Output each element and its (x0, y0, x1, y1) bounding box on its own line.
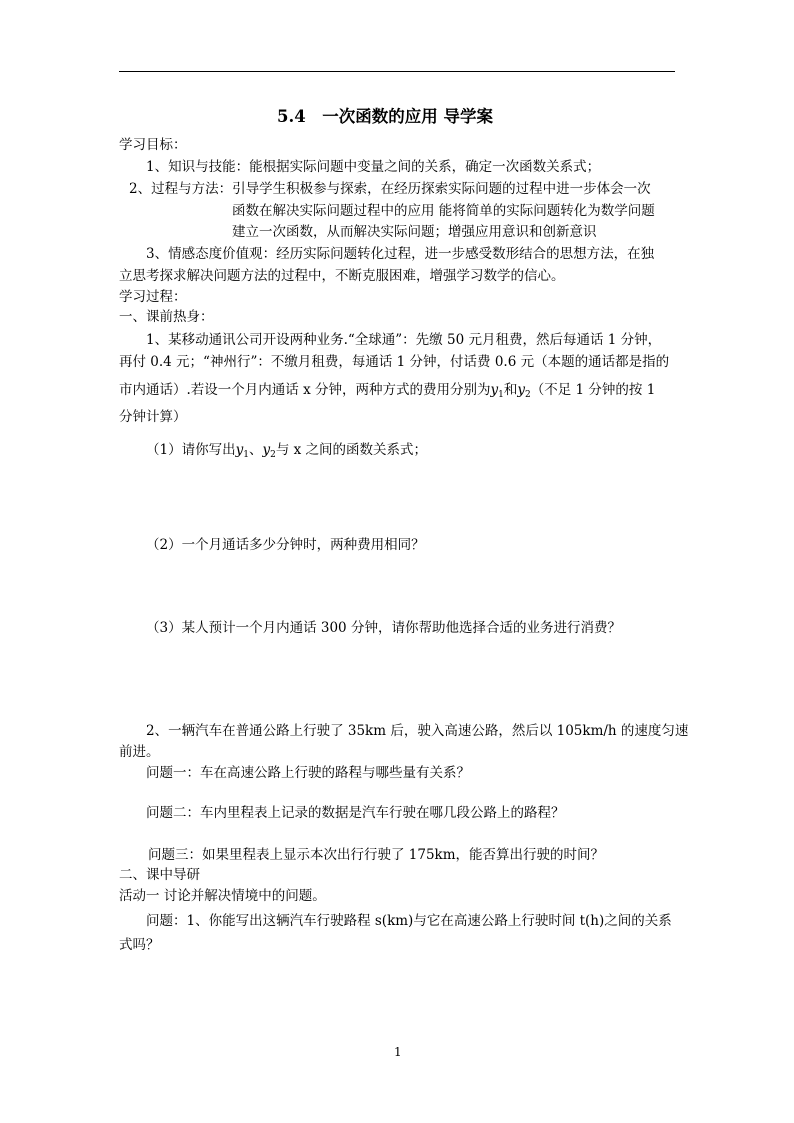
problem2-line: 前进。 (119, 744, 160, 760)
page-number: 1 (394, 1045, 402, 1059)
y1-var: $y_1$ (235, 442, 249, 460)
objective-item: 函数在解决实际问题过程中的应用 能将简单的实际问题转化为数学问题 (232, 203, 655, 219)
page-title: 5.4 一次函数的应用 导学案 (277, 107, 493, 126)
objective-item: 立思考探求解决问题方法的过程中，不断克服困难，增强学习数学的信心。 (119, 268, 565, 284)
y2-var: $y_2$ (262, 442, 276, 460)
section-heading: 一、课前热身： (119, 309, 214, 325)
section-heading: 二、课中导研 (119, 867, 200, 883)
question-line: 式吗？ (119, 937, 160, 953)
process-heading: 学习过程： (119, 289, 187, 305)
problem1-line: 分钟计算） (119, 409, 187, 425)
sub-question: 问题三：如果里程表上显示本次出行行驶了 175km，能否算出行驶的时间？ (148, 847, 605, 863)
sub-question-text: 与 x 之间的函数关系式； (275, 442, 428, 458)
objective-item: 建立一次函数，从而解决实际问题；增强应用意识和创新意识 (232, 224, 597, 240)
sub-question-text: 、 (248, 442, 263, 458)
question-line: 问题：1、你能写出这辆汽车行驶路程 s(km)与它在高速公路上行驶时间 t(h)之间的关系 (146, 913, 672, 929)
sub-question: （3）某人预计一个月内通话 300 分钟，请你帮助他选择合适的业务进行消费？ (146, 620, 621, 636)
objective-item: 1、知识与技能：能根据实际问题中变量之间的关系，确定一次函数关系式； (146, 159, 601, 175)
y2-var: $y_2$ (517, 382, 531, 400)
sub-question (146, 444, 427, 460)
problem1-line: 再付 0.4 元；“神州行”：不缴月租费，每通话 1 分钟，付话费 0.6 元（本题的通话都是指的 (119, 354, 670, 370)
problem1-line: 1、某移动通讯公司开设两种业务.“全球通”：先缴 50 元月租费，然后每通话 1 分钟， (146, 332, 662, 348)
problem1-text: （不足 1 分钟的按 1 (530, 382, 656, 398)
sub-question: （2）一个月通话多少分钟时，两种费用相同？ (146, 537, 425, 553)
activity-heading: 活动一 讨论并解决情境中的问题。 (119, 888, 326, 904)
problem1-line (119, 384, 655, 400)
problem1-text: 市内通话）.若设一个月内通话 x 分钟，两种方式的费用分别为 (119, 382, 491, 398)
objective-item: 2、过程与方法：引导学生积极参与探索，在经历探索实际问题的过程中进一步体会一次 (129, 181, 651, 197)
header-rule (119, 71, 675, 72)
problem1-text: 和 (503, 382, 518, 398)
y1-var: $y_1$ (490, 382, 504, 400)
problem2-line: 2、一辆汽车在普通公路上行驶了 35km 后，驶入高速公路，然后以 105km/h 的速度匀速 (146, 723, 689, 739)
sub-question-text: （1）请你写出 (146, 442, 236, 458)
objective-item: 3、情感态度价值观：经历实际问题转化过程，进一步感受数形结合的思想方法，在独 (146, 246, 655, 262)
sub-question: 问题二：车内里程表上记录的数据是汽车行驶在哪几段公路上的路程？ (146, 805, 565, 821)
sub-question: 问题一：车在高速公路上行驶的路程与哪些量有关系？ (146, 765, 470, 781)
objectives-heading: 学习目标： (119, 137, 187, 153)
